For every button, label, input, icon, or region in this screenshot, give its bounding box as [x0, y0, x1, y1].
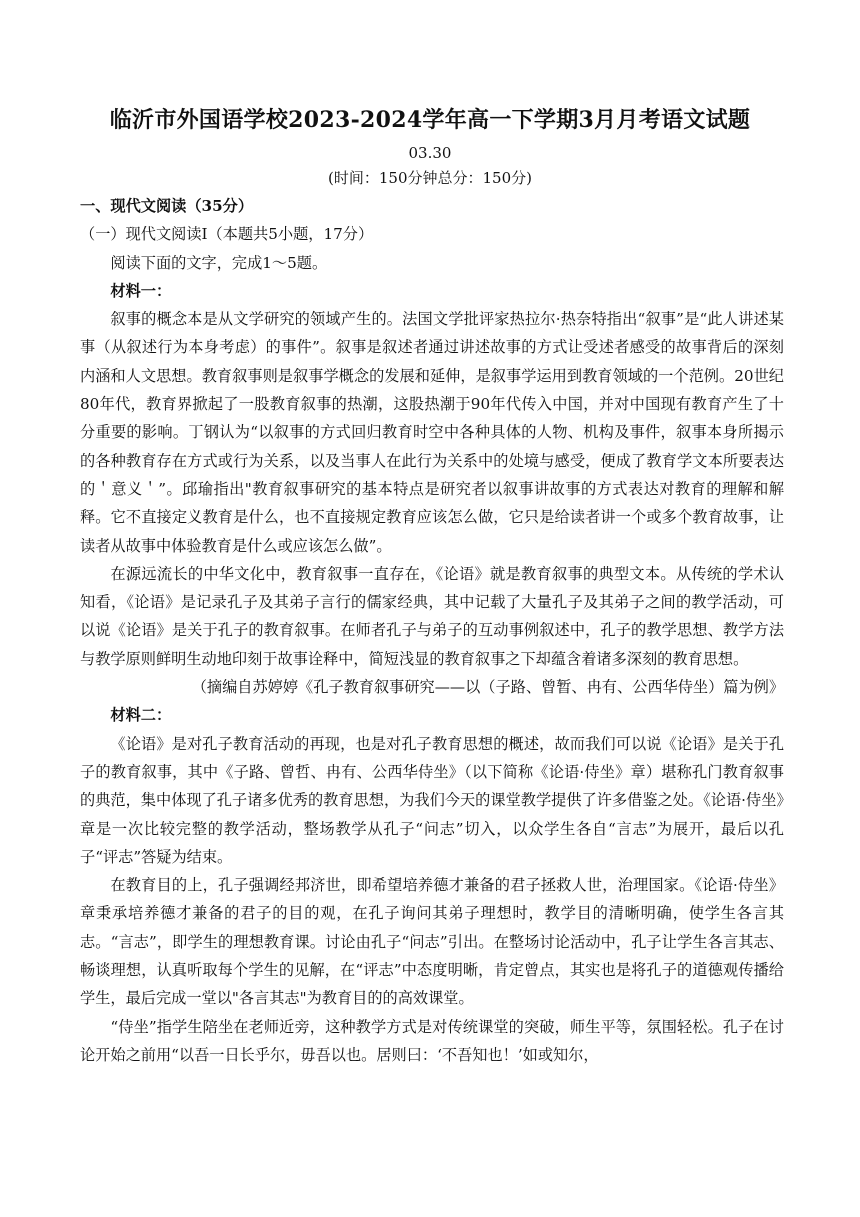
material1-source: （摘编自苏婷婷《孔子教育叙事研究——以（子路、曾暂、冉有、公西华侍坐）篇为例》 [191, 678, 784, 697]
material2-label: 材料二： [110, 706, 172, 725]
material1-label: 材料一： [110, 281, 172, 300]
material2-paragraph: 在教育目的上，孔子强调经邦济世，即希望培养德才兼备的君子拯救人世，治理国家。《论语·侍坐》章秉承培养德才兼备的君子的目的观，在孔子询问其弟子理想时，教学目的清晰明确，使学生各言其志。“言志”，即学生的理想教育课。讨论由孔子“问志”引出。在整场讨论活动中，孔子让学生各言其志、畅谈理想，认真听取每个学生的见解，在“评志”中态度明晰，肯定曾点，其实也是将孔子的道德观传播给学生，最后完成一堂以"各言其志"为教育目的的高效课堂。 [80, 876, 784, 1008]
exam-body [80, 192, 784, 1069]
material2-paragraph: “侍坐”指学生陪坐在老师近旁，这种教学方式是对传统课堂的突破，师生平等，氛围轻松。孔子在讨论开始之前用“以吾一日长乎尔，毋吾以也。居则曰：‘不吾知也！’如或知尔， [80, 1017, 784, 1064]
section-subheading: （一）现代文阅读Ⅰ（本题共5小题，17分） [80, 225, 374, 244]
section-heading: 一、现代文阅读（35分） [80, 197, 254, 215]
exam-time-info: (时间：150分钟总分：150分) [328, 169, 532, 187]
exam-title: 临沂市外国语学校2023-2024学年高一下学期3月月考语文试题 [109, 107, 751, 133]
exam-date: 03.30 [408, 144, 452, 162]
reading-instruction: 阅读下面的文字，完成1～5题。 [110, 253, 328, 272]
material1-paragraph: 在源远流长的中华文化中，教育叙事一直存在，《论语》就是教育叙事的典型文本。从传统的学术认知看，《论语》是记录孔子及其弟子言行的儒家经典，其中记载了大量孔子及其弟子之间的教学活动，可以说《论语》是关于孔子的教育叙事。在师者孔子与弟子的互动事例叙述中，孔子的教学思想、教学方法与教学原则鲜明生动地印刻于故事诠释中，简短浅显的教育叙事之下却蕴含着诸多深刻的教育思想。 [80, 564, 784, 668]
material2-paragraph: 《论语》是对孔子教育活动的再现，也是对孔子教育思想的概述，故而我们可以说《论语》是关于孔子的教育叙事，其中《子路、曾哲、冉有、公西华侍坐》（以下简称《论语·侍坐》章）堪称孔门教育叙事的典范，集中体现了孔子诸多优秀的教育思想，为我们今天的课堂教学提供了许多借鉴之处。《论语·侍坐》章是一次比较完整的教学活动，整场教学从孔子“问志”切入，以众学生各自“言志”为展开，最后以孔子“评志”答疑为结束。 [80, 734, 784, 866]
material1-paragraph: 叙事的概念本是从文学研究的领域产生的。法国文学批评家热拉尔·热奈特指出“叙事”是“此人讲述某事（从叙述行为本身考虑）的事件”。叙事是叙述者通过讲述故事的方式让受述者感受的故事背后的深刻内涵和人文思想。教育叙事则是叙事学概念的发展和延伸，是叙事学运用到教育领域的一个范例。20世纪80年代，教育界掀起了一股教育叙事的热潮，这股热潮于90年代传入中国，并对中国现有教育产生了十分重要的影响。丁钢认为“以叙事的方式回归教育时空中各种具体的人物、机构及事件，叙事本身所揭示的各种教育存在方式或行为关系，以及当事人在此行为关系中的处境与感受，便成了教育学文本所要表达的＇意义＇”。邱瑜指出"教育叙事研究的基本特点是研究者以叙事讲故事的方式表达对教育的理解和解释。它不直接定义教育是什么，也不直接规定教育应该怎么做，它只是给读者讲一个或多个教育故事，让读者从故事中体验教育是什么或应该怎么做”。 [80, 310, 784, 555]
